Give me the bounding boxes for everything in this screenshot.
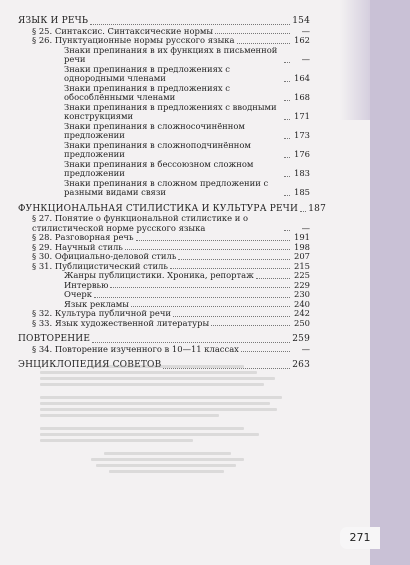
toc-page-number: 225	[294, 270, 310, 280]
toc-entry-title: Знаки препинания в предложениях с вводными конструкциями	[64, 101, 277, 121]
toc-page-number: 162	[294, 35, 310, 45]
toc-entry-title: § 28. Разговорная речь	[32, 232, 134, 242]
toc-entry-title: § 32. Культура публичной речи	[32, 308, 171, 318]
toc-page-number: 176	[294, 149, 310, 159]
toc-spacer	[18, 354, 310, 359]
toc-leader-dots	[256, 278, 290, 279]
toc-entry-title: Знаки препинания в сложносочинённом предложении	[64, 120, 245, 140]
toc-subentry	[18, 179, 310, 198]
toc-leader-dots	[284, 100, 290, 101]
toc-page-number: —	[301, 222, 310, 233]
toc-spacer	[18, 198, 310, 203]
toc-entry-title: Знаки препинания в предложениях с однородными членами	[64, 63, 230, 83]
toc-entry-title: Знаки препинания в сложноподчинённом предложении	[64, 139, 251, 159]
toc-entry-title: ФУНКЦИОНАЛЬНАЯ СТИЛИСТИКА И КУЛЬТУРА РЕЧИ	[18, 203, 298, 214]
toc-entry-title: § 27. Понятие о функциональной стилистике и о стилистической норме русского языка	[32, 213, 249, 233]
toc-subentry	[18, 141, 310, 160]
toc-leader-dots	[241, 351, 290, 352]
toc-page-number: 229	[294, 279, 310, 290]
toc-entry-title: § 34. Повторение изученного в 10—11 классах	[32, 343, 239, 354]
toc-entry-title: § 33. Язык художественной литературы	[32, 317, 210, 328]
toc-leader-dots	[90, 24, 290, 25]
toc-entry-title: § 31. Публицистический стиль	[32, 260, 168, 271]
toc-leader-dots	[131, 306, 290, 307]
toc-leader-dots	[125, 249, 290, 250]
toc-entry-title: § 30. Официально-деловой стиль	[32, 251, 177, 261]
page-edge-shadow	[340, 0, 410, 120]
toc-page-number: 250	[294, 317, 310, 328]
toc-subentry	[18, 122, 310, 141]
page-number: 271	[340, 527, 380, 549]
toc-subentry	[18, 281, 310, 291]
toc-subentry	[18, 103, 310, 122]
toc-page-number: 198	[294, 241, 310, 252]
toc-leader-dots	[284, 157, 290, 158]
toc-leader-dots	[178, 259, 290, 260]
toc-entry-title: § 29. Научный стиль	[32, 241, 123, 252]
toc-page-number: 215	[294, 260, 310, 271]
toc-subentry	[18, 290, 310, 300]
toc-spacer	[18, 328, 310, 333]
toc-entry-title: Знаки препинания в бессоюзном сложном предложении	[64, 158, 254, 178]
toc-page-number: 154	[292, 16, 310, 26]
toc-entry-title: § 26. Пунктуационные нормы русского языка	[32, 35, 235, 45]
toc-entry-title: § 25. Синтаксис. Синтаксические нормы	[32, 25, 214, 36]
show-through-imprint	[40, 362, 295, 512]
toc-paragraph-entry	[18, 319, 310, 329]
toc-leader-dots	[300, 211, 306, 212]
toc-leader-dots	[170, 268, 290, 269]
toc-entry-title: Очерк	[64, 289, 92, 299]
toc-leader-dots	[173, 316, 290, 317]
toc-page-number: —	[301, 343, 310, 354]
toc-subentry	[18, 84, 310, 103]
toc-page-number: 168	[294, 92, 310, 102]
toc-page-number: 183	[294, 168, 310, 178]
toc-leader-dots	[94, 297, 290, 298]
toc-paragraph-entry	[18, 214, 310, 233]
toc-leader-dots	[284, 195, 290, 196]
toc-leader-dots	[284, 176, 290, 177]
toc-leader-dots	[284, 119, 290, 120]
toc-paragraph-entry	[18, 345, 310, 355]
toc-page-number: —	[301, 54, 310, 64]
toc-page-number: 191	[294, 232, 310, 242]
toc-leader-dots	[211, 325, 290, 326]
toc-page-number: 185	[294, 187, 310, 197]
toc-leader-dots	[136, 240, 290, 241]
toc-leader-dots	[284, 230, 290, 231]
toc-entry-title: ПОВТОРЕНИЕ	[18, 334, 91, 344]
toc-entry-title: Жанры публицистики. Хроника, репортаж	[64, 270, 254, 280]
toc-entry-title: Интервью	[64, 279, 109, 290]
toc-page-number: 240	[294, 298, 310, 309]
toc-page-number: 187	[308, 203, 326, 214]
table-of-contents	[18, 15, 326, 371]
toc-page-number: 263	[292, 360, 310, 370]
toc-leader-dots	[284, 138, 290, 139]
toc-subentry	[18, 46, 310, 65]
toc-leader-dots	[284, 62, 290, 63]
toc-page-number: 259	[292, 334, 310, 344]
toc-leader-dots	[92, 342, 290, 343]
toc-entry-title: Знаки препинания в их функциях в письменной речи	[64, 44, 278, 64]
toc-leader-dots	[215, 33, 290, 34]
toc-subentry	[18, 65, 310, 84]
toc-entry-title: ЯЗЫК И РЕЧЬ	[18, 16, 89, 26]
toc-leader-dots	[284, 81, 290, 82]
toc-entry-title: Знаки препинания в сложном предложении с разными видами связи	[64, 177, 269, 197]
toc-subentry	[18, 160, 310, 179]
toc-entry-title: Знаки препинания в предложениях с обособлёнными членами	[64, 82, 230, 102]
toc-page-number: 242	[294, 308, 310, 318]
toc-page-number: 230	[294, 289, 310, 299]
toc-page-number: —	[301, 25, 310, 36]
toc-entry-title: Язык рекламы	[64, 298, 129, 309]
toc-page-number: 173	[294, 130, 310, 140]
toc-page-number: 207	[294, 251, 310, 261]
toc-subentry	[18, 271, 310, 281]
toc-entry-title: ЭНЦИКЛОПЕДИЯ СОВЕТОВ	[18, 360, 162, 370]
toc-page-number: 171	[294, 111, 310, 121]
toc-page-number: 164	[294, 73, 310, 83]
toc-leader-dots	[237, 43, 290, 44]
toc-leader-dots	[110, 287, 290, 288]
